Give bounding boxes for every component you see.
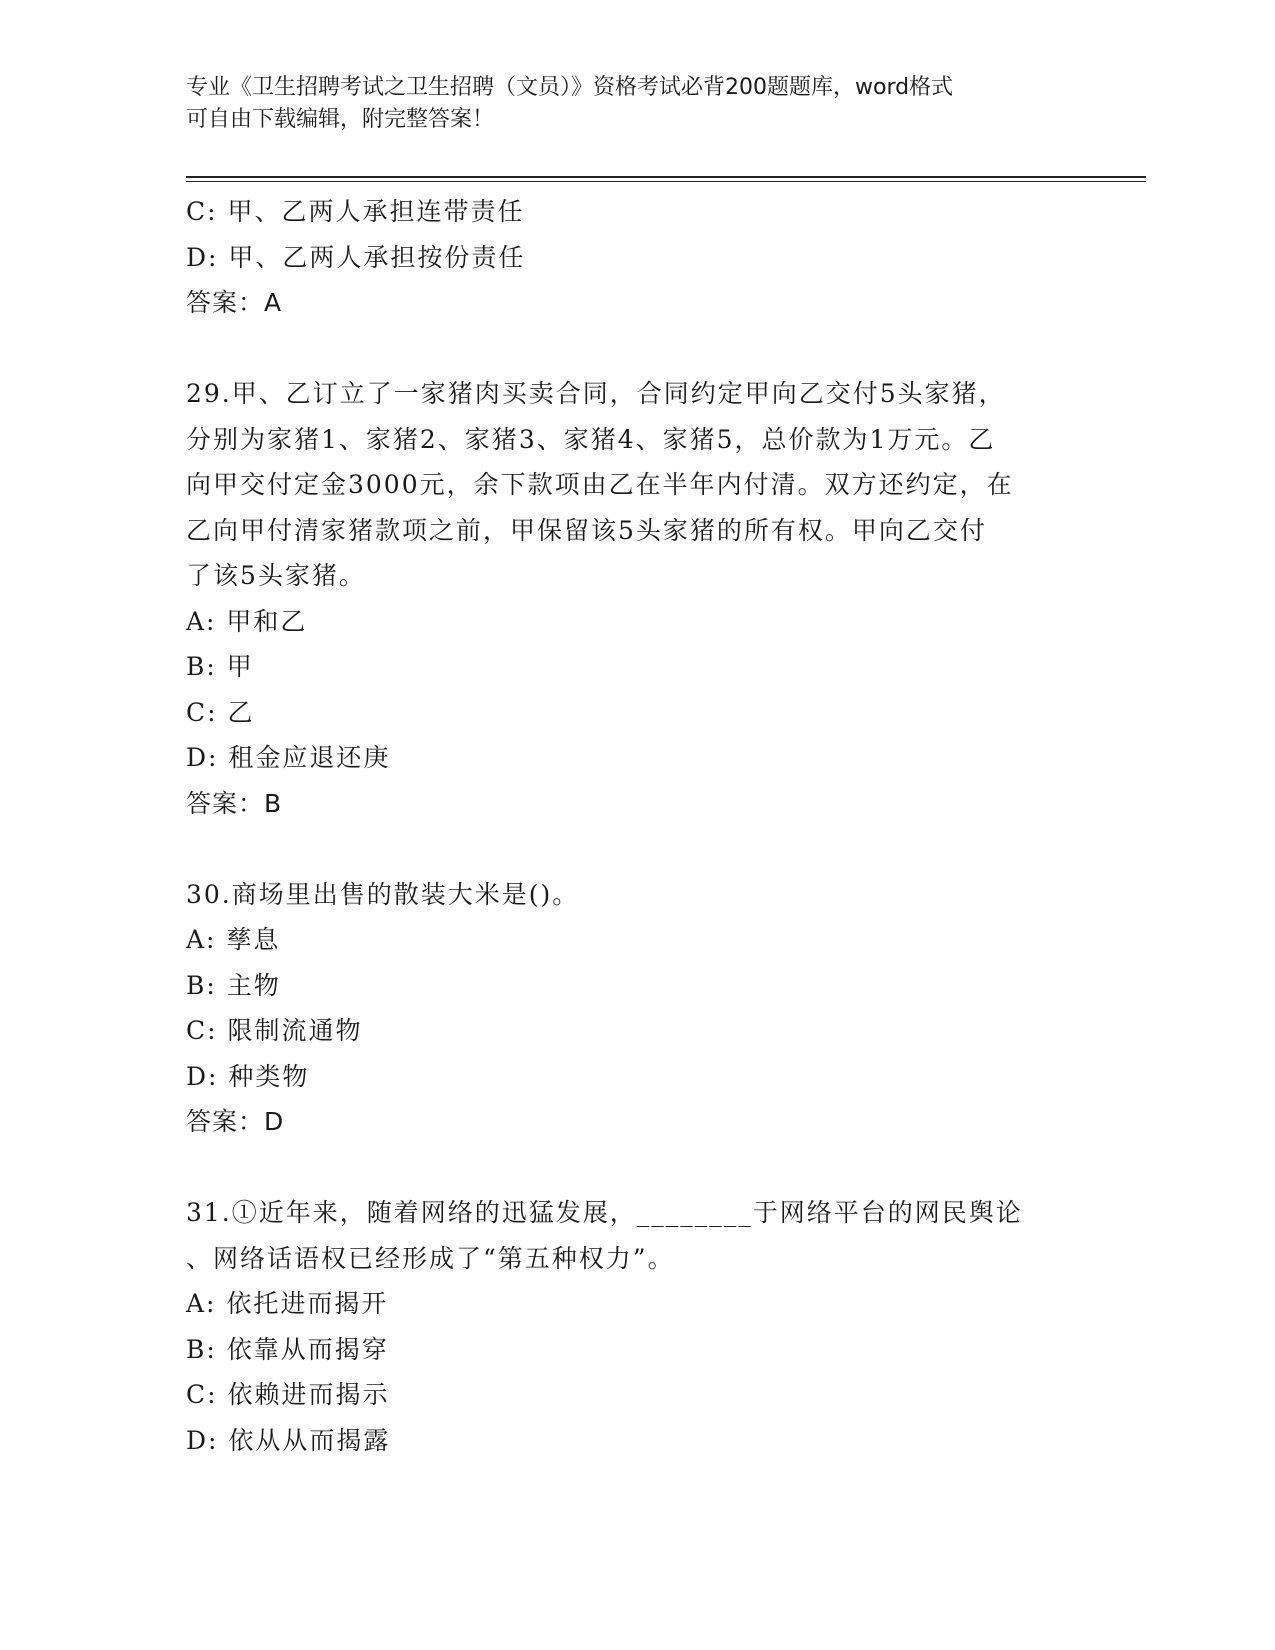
question-28-tail bbox=[186, 189, 1086, 326]
option-b: B: 主物 bbox=[186, 970, 281, 1000]
answer: 答案：A bbox=[186, 288, 283, 317]
header-divider-thick bbox=[186, 176, 1146, 178]
question-stem-line: 向甲交付定金3000元，余下款项由乙在半年内付清。双方还约定，在 bbox=[186, 470, 1014, 499]
answer: 答案：B bbox=[186, 788, 283, 818]
spacer bbox=[186, 1145, 1086, 1191]
header-divider-thin bbox=[186, 181, 1146, 182]
header-line-2: 可自由下载编辑，附完整答案！ bbox=[186, 107, 495, 132]
option-c: C: 乙 bbox=[186, 697, 255, 727]
question-stem-line: 了该5头家猪。 bbox=[186, 561, 366, 590]
question-31 bbox=[186, 1190, 1086, 1463]
option-d: D: 依从从而揭露 bbox=[186, 1425, 391, 1455]
question-stem-line: 29.甲、乙订立了一家猪肉买卖合同，合同约定甲向乙交付5头家猪， bbox=[186, 379, 1006, 408]
answer: 答案：D bbox=[186, 1107, 285, 1136]
question-stem-line: 乙向甲付清家猪款项之前，甲保留该5头家猪的所有权。甲向乙交付 bbox=[186, 515, 987, 545]
question-stem-line: 31.①近年来，随着网络的迅猛发展，________于网络平台的网民舆论 bbox=[186, 1198, 1023, 1227]
question-30 bbox=[186, 872, 1086, 1145]
spacer bbox=[186, 326, 1086, 372]
option-c: C: 限制流通物 bbox=[186, 1016, 363, 1045]
question-stem-line: 、网络话语权已经形成了“第五种权力”。 bbox=[186, 1243, 675, 1273]
spacer bbox=[186, 826, 1086, 872]
question-content bbox=[186, 189, 1086, 1463]
option-b: B: 依靠从而揭穿 bbox=[186, 1334, 389, 1364]
question-29 bbox=[186, 371, 1086, 826]
option-c: C: 甲、乙两人承担连带责任 bbox=[186, 197, 525, 226]
option-d: D: 租金应退还庚 bbox=[186, 743, 391, 772]
option-a: A: 甲和乙 bbox=[186, 606, 308, 636]
question-stem-line: 30.商场里出售的散装大米是()。 bbox=[186, 879, 580, 909]
header-line-1: 专业《卫生招聘考试之卫生招聘（文员）》资格考试必背200题题库，word格式 bbox=[186, 75, 954, 100]
question-stem-line: 分别为家猪1、家猪2、家猪3、家猪4、家猪5，总价款为1万元。乙 bbox=[186, 424, 996, 454]
option-c: C: 依赖进而揭示 bbox=[186, 1380, 390, 1409]
option-a: A: 依托进而揭开 bbox=[186, 1289, 389, 1318]
option-a: A: 孳息 bbox=[186, 925, 281, 954]
option-b: B: 甲 bbox=[186, 652, 254, 681]
document-header bbox=[186, 72, 1086, 136]
option-d: D: 甲、乙两人承担按份责任 bbox=[186, 242, 526, 272]
option-d: D: 种类物 bbox=[186, 1061, 310, 1091]
